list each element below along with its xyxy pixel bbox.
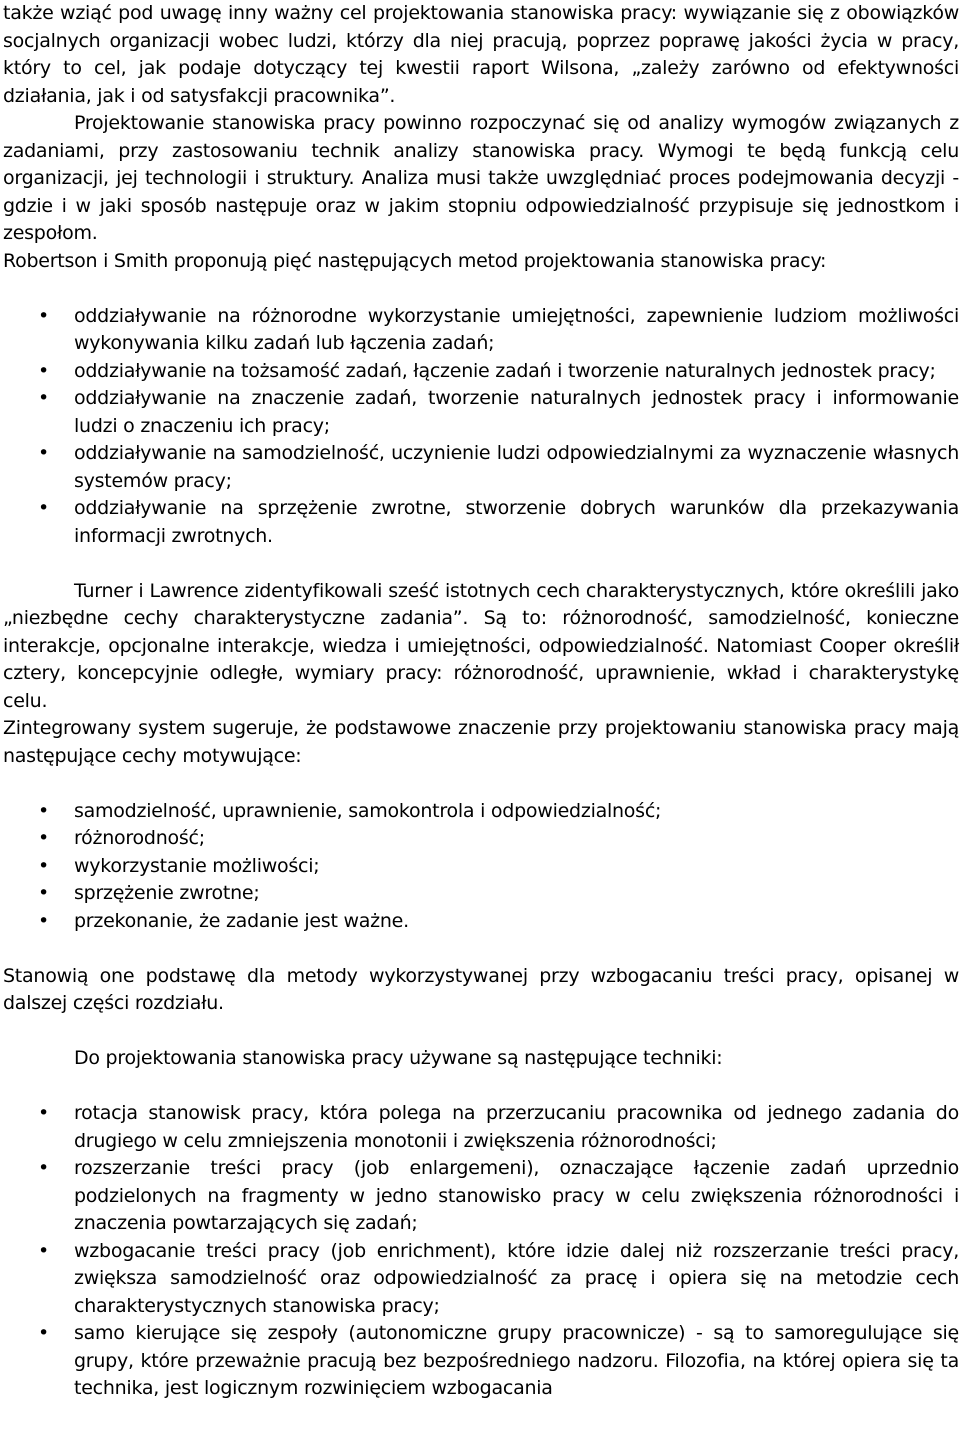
list-design-techniques (3, 1100, 959, 1403)
list-item (3, 440, 959, 495)
list-item (3, 1155, 959, 1238)
bullet-icon: • (38, 854, 49, 877)
bullet-icon: • (38, 387, 49, 409)
list-item-text: wzbogacanie treści pracy (job enrichment), które idzie dalej niż rozszerzanie treści pracy, zwiększa samodzielność oraz odpowiedzialność za pracę i opiera się na metodzie cech charakterystycznych stanowiska pracy; (74, 1239, 959, 1317)
paragraph-robertson-smith-intro: Robertson i Smith proponują pięć następujących metod projektowania stanowiska pracy: (3, 249, 827, 272)
list-item (3, 880, 959, 908)
paragraph-techniques-intro: Do projektowania stanowiska pracy używane są następujące techniki: (74, 1047, 723, 1069)
bullet-icon: • (38, 1239, 49, 1262)
list-item (3, 385, 959, 440)
list-item (3, 1320, 959, 1403)
spacer (3, 1018, 959, 1046)
list-item (3, 495, 959, 550)
paragraph-job-design-analysis: Projektowanie stanowiska pracy powinno rozpoczynać się od analizy wymogów związanych z zadaniami, przy zastosowaniu technik analizy stanowiska pracy. Wymogi te będą funkcją celu organizacji, jej technologii i struktury. Analiza musi także uwzględniać proces podejmowania decyzji - gdzie i w jaki sposób następuje oraz w jakim stopniu odpowiedzialność przypisuje się jednostkom i zespołom. (3, 112, 959, 244)
list-item (3, 1100, 959, 1155)
list-item (3, 853, 959, 881)
paragraph-social-obligations: także wziąć pod uwagę inny ważny cel projektowania stanowiska pracy: wywiązanie się z obowiązków socjalnych organizacji wobec ludzi, którzy dla niej pracują, poprzez poprawę jakości życia w pracy, który to cel, jak podaje dotyczący tej kwestii raport Wilsona, „zależy zarówno od efektywności działania, jak i od satysfakcji pracownika”. (3, 2, 959, 107)
spacer (3, 1073, 959, 1101)
paragraph-integrated-system: Zintegrowany system sugeruje, że podstawowe znaczenie przy projektowaniu stanowiska pracy mają następujące cechy motywujące: (3, 717, 959, 767)
list-item-text: rozszerzanie treści pracy (job enlargemeni), oznaczające łączenie zadań uprzednio podzielonych na fragmenty w jedno stanowisko pracy w celu zwiększenia różnorodności i znaczenia powtarzających się zadań; (74, 1157, 959, 1234)
list-item-text: wykorzystanie możliwości; (74, 854, 320, 877)
list-motivating-features (3, 798, 959, 936)
list-item (3, 1238, 959, 1321)
list-item-text: oddziaływanie na znaczenie zadań, tworzenie naturalnych jednostek pracy i informowanie ludzi o znaczeniu ich pracy; (74, 387, 959, 437)
list-item-text: oddziaływanie na tożsamość zadań, łączenie zadań i tworzenie naturalnych jednostek pracy; (74, 359, 936, 382)
paragraph-turner-lawrence: Turner i Lawrence zidentyfikowali sześć istotnych cech charakterystycznych, które określili jako „niezbędne cechy charakterystyczne zadania”. Są to: różnorodność, samodzielność, konieczne interakcje, opcjonalne interakcje, wiedza i umiejętności, odpowiedzialność. Natomiast Cooper określił cztery, koncepcyjnie odległe, wymiary pracy: różnorodność, uprawnienie, wkład i charakterystykę celu. (3, 579, 959, 712)
bullet-icon: • (38, 1102, 49, 1124)
list-item (3, 358, 959, 386)
list-item-text: sprzężenie zwrotne; (74, 882, 260, 904)
list-item-text: różnorodność; (74, 827, 205, 849)
list-item-text: rotacja stanowisk pracy, która polega na przerzucaniu pracownika od jednego zadania do drugiego w celu zmniejszenia monotonii i zwiększenia różnorodności; (74, 1102, 959, 1152)
list-item-text: oddziaływanie na sprzężenie zwrotne, stworzenie dobrych warunków dla przekazywania informacji zwrotnych. (74, 497, 959, 547)
document-page (3, 0, 959, 1403)
spacer (3, 275, 959, 303)
spacer (3, 770, 959, 798)
list-design-methods (3, 303, 959, 551)
list-item (3, 303, 959, 358)
bullet-icon: • (38, 442, 49, 464)
spacer (3, 550, 959, 578)
bullet-icon: • (38, 497, 49, 519)
bullet-icon: • (38, 1157, 49, 1179)
bullet-icon: • (38, 882, 49, 904)
list-item (3, 908, 959, 936)
list-item-text: samodzielność, uprawnienie, samokontrola i odpowiedzialność; (74, 799, 662, 822)
bullet-icon: • (38, 1322, 49, 1344)
list-item-text: samo kierujące się zespoły (autonomiczne grupy pracownicze) - są to samoregulujące się grupy, które przeważnie pracują bez bezpośredniego nadzoru. Filozofia, na której opiera się ta technika, jest logicznym rozwinięciem wzbogacania (74, 1322, 959, 1399)
bullet-icon: • (38, 827, 49, 849)
spacer (3, 935, 959, 963)
list-item (3, 798, 959, 826)
list-item-text: oddziaływanie na samodzielność, uczynienie ludzi odpowiedzialnymi za wyznaczenie własnych systemów pracy; (74, 442, 959, 492)
bullet-icon: • (38, 359, 49, 382)
bullet-icon: • (38, 909, 49, 932)
list-item-text: oddziaływanie na różnorodne wykorzystanie umiejętności, zapewnienie ludziom możliwości wykonywania kilku zadań lub łączenia zadań; (74, 304, 959, 354)
bullet-icon: • (38, 799, 49, 822)
list-item (3, 825, 959, 853)
bullet-icon: • (38, 304, 49, 327)
paragraph-enrichment-basis: Stanowią one podstawę dla metody wykorzystywanej przy wzbogacaniu treści pracy, opisanej w dalszej części rozdziału. (3, 964, 959, 1014)
list-item-text: przekonanie, że zadanie jest ważne. (74, 909, 409, 932)
